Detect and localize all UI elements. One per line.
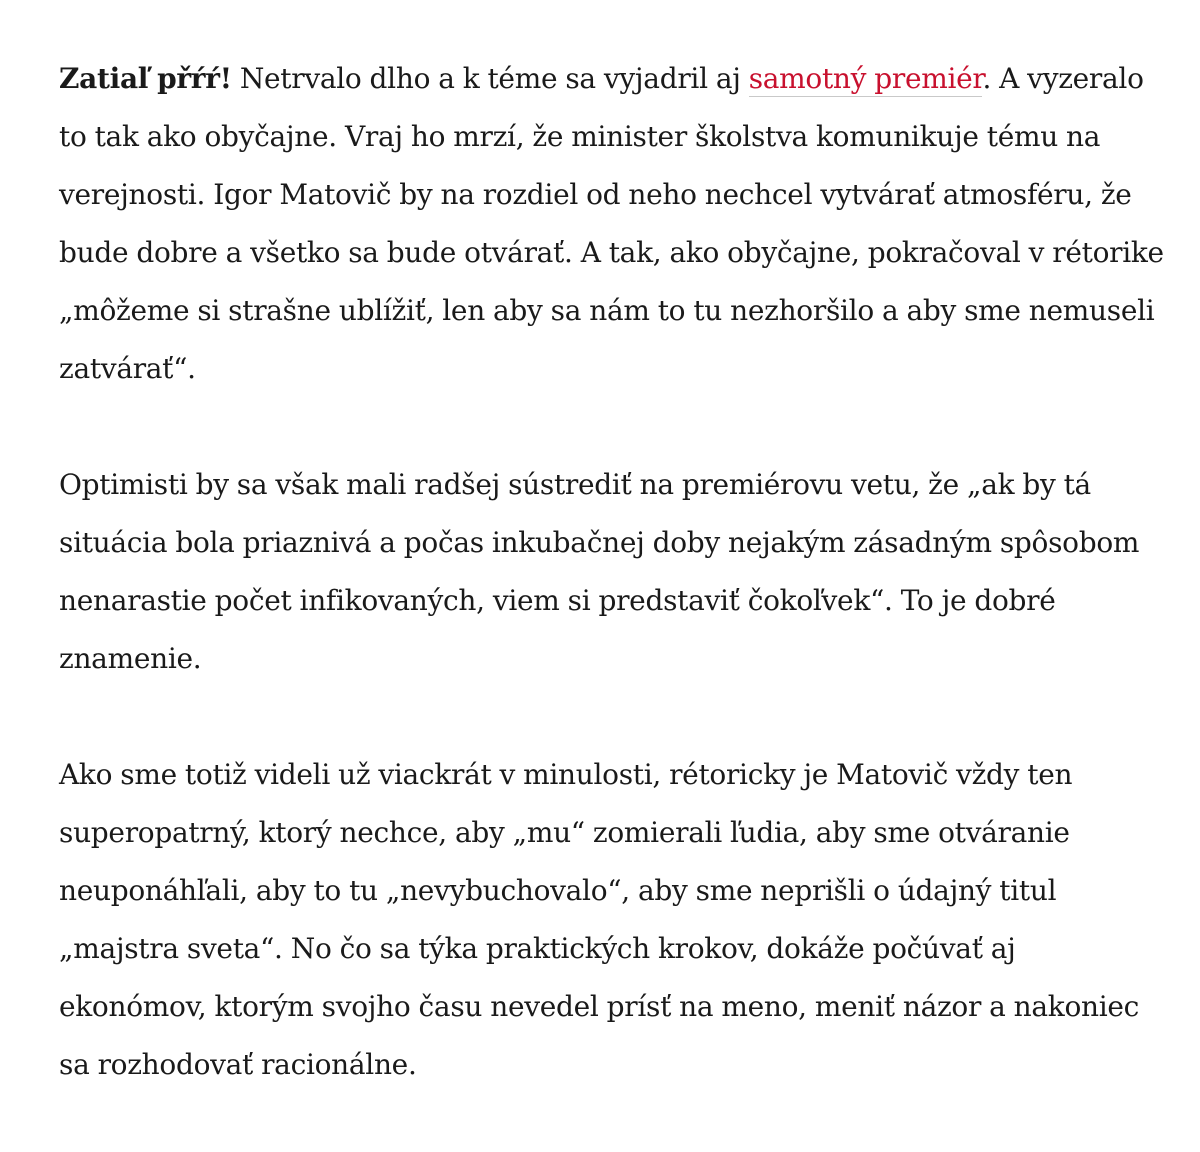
- paragraph-1: [59, 50, 1169, 398]
- paragraph-lead: Zatiaľ přŕŕ!: [59, 62, 232, 95]
- paragraph-2: Optimisti by sa však mali radšej sústrediť na premiérovu vetu, že „ak by tá situácia bola priaznivá a počas inkubačnej doby nejakým zásadným spôsobom nenarastie počet infikovaných, viem si predstaviť čokoľvek“. To je dobré znamenie.: [59, 468, 1140, 675]
- paragraph-1-text-after-link: . A vyzeralo to tak ako obyčajne. Vraj ho mrzí, že minister školstva komunikuje tému na verejnosti. Igor Matovič by na rozdiel od neho nechcel vytvárať atmosféru, že bude dobre a všetko sa bude otvárať. A tak, ako obyčajne, pokračoval v rétorike „môžeme si strašne ublížiť, len aby sa nám to tu nezhoršilo a aby sme nemuseli zatvárať“.: [59, 62, 1164, 385]
- article-body: [59, 50, 1169, 1152]
- paragraph-1-text-before-link: Netrvalo dlho a k téme sa vyjadril aj: [231, 62, 749, 95]
- paragraph-3: Ako sme totiž videli už viackrát v minulosti, rétoricky je Matovič vždy ten superopatrný, ktorý nechce, aby „mu“ zomierali ľudia, aby sme otváranie neuponáhľali, aby to tu „nevybuchovalo“, aby sme neprišli o údajný titul „majstra sveta“. No čo sa týka praktických krokov, dokáže počúvať aj ekonómov, ktorým svojho času nevedel prísť na meno, meniť názor a nakoniec sa rozhodovať racionálne.: [59, 758, 1140, 1081]
- premier-link[interactable]: samotný premiér: [748, 62, 983, 95]
